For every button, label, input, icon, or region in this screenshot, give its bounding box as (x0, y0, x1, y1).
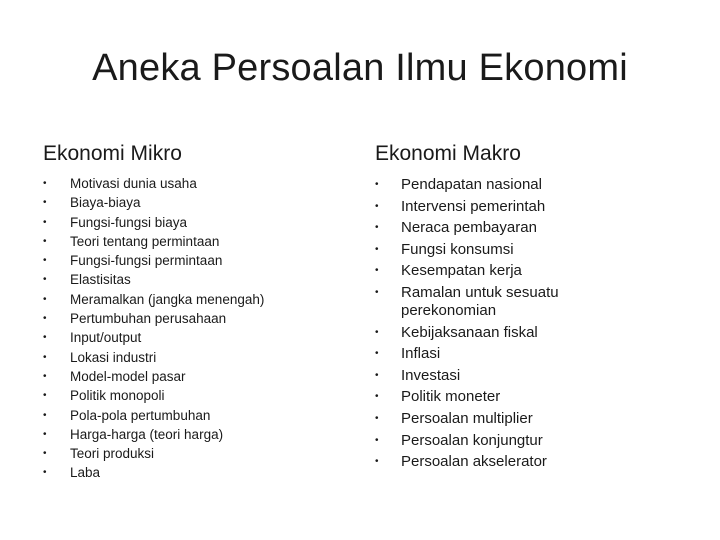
list-item-text: Inflasi (401, 345, 441, 363)
macro-column (375, 140, 695, 473)
list-item-text: Motivasi dunia usaha (70, 176, 197, 191)
list-item-text: Model-model pasar (70, 368, 186, 384)
bullet-icon: • (375, 286, 379, 298)
list-item (375, 386, 695, 408)
bullet-icon: • (43, 313, 47, 325)
list-item-text: Politik monopoli (70, 388, 165, 404)
list-item (43, 463, 343, 482)
bullet-icon: • (43, 467, 47, 479)
list-item (43, 270, 343, 289)
bullet-icon: • (43, 428, 47, 440)
bullet-icon: • (43, 370, 47, 382)
bullet-icon: • (43, 351, 47, 363)
list-item (43, 232, 343, 251)
list-item-text: Laba (70, 465, 101, 481)
list-item (43, 386, 343, 405)
list-item-text: Kesempatan kerja (401, 262, 522, 280)
bullet-icon: • (43, 178, 47, 189)
bullet-icon: • (43, 293, 47, 305)
list-item (43, 290, 343, 309)
list-item-text: Intervensi pemerintah (401, 197, 546, 215)
list-item-text: Pertumbuhan perusahaan (70, 311, 227, 327)
list-item (375, 196, 695, 218)
list-item (43, 328, 343, 347)
bullet-icon: • (375, 391, 379, 403)
list-item (375, 260, 695, 282)
list-item (375, 430, 695, 452)
bullet-icon: • (43, 197, 47, 209)
list-item-text: Ramalan untuk sesuatu perekonomian (401, 283, 559, 319)
list-item-text: Fungsi konsumsi (401, 240, 514, 258)
list-item-text: Teori produksi (70, 446, 155, 462)
list-item-text: Input/output (70, 330, 142, 346)
bullet-icon: • (375, 243, 379, 255)
bullet-icon: • (375, 456, 379, 468)
list-item (43, 444, 343, 463)
slide-title: Aneka Persoalan Ilmu Ekonomi (92, 47, 628, 89)
bullet-icon: • (375, 200, 379, 212)
list-item (375, 343, 695, 365)
list-item (43, 251, 343, 270)
micro-heading: Ekonomi Mikro (43, 142, 182, 165)
bullet-icon: • (43, 255, 47, 267)
list-item (375, 365, 695, 387)
list-item-text: Harga-harga (teori harga) (70, 426, 224, 442)
list-item (43, 348, 343, 367)
list-item-text: Investasi (401, 366, 461, 384)
bullet-icon: • (375, 348, 379, 360)
macro-heading: Ekonomi Makro (375, 142, 521, 165)
macro-list (375, 174, 695, 473)
list-item (375, 282, 695, 322)
list-item (43, 406, 343, 425)
micro-list (43, 174, 343, 483)
bullet-icon: • (375, 222, 379, 234)
list-item (43, 193, 343, 212)
bullet-icon: • (43, 390, 47, 402)
list-item-text: Politik moneter (401, 388, 501, 406)
bullet-icon: • (375, 326, 379, 338)
list-item-text: Pendapatan nasional (401, 176, 542, 193)
bullet-icon: • (43, 274, 47, 286)
bullet-icon: • (375, 265, 379, 277)
list-item (375, 451, 695, 473)
list-item-text: Persoalan konjungtur (401, 431, 543, 449)
bullet-icon: • (43, 448, 47, 460)
list-item (43, 174, 343, 193)
list-item-text: Neraca pembayaran (401, 219, 537, 237)
bullet-icon: • (375, 434, 379, 446)
list-item-text: Persoalan akselerator (401, 453, 547, 471)
list-item-text: Biaya-biaya (70, 195, 141, 211)
list-item-text: Elastisitas (70, 272, 131, 288)
bullet-icon: • (375, 179, 379, 190)
list-item (375, 174, 695, 196)
bullet-icon: • (43, 332, 47, 344)
list-item (375, 408, 695, 430)
bullet-icon: • (43, 216, 47, 228)
list-item (43, 367, 343, 386)
list-item (375, 217, 695, 239)
list-item-text: Persoalan multiplier (401, 409, 533, 427)
bullet-icon: • (43, 409, 47, 421)
list-item-text: Fungsi-fungsi biaya (70, 214, 188, 230)
list-item-text: Kebijaksanaan fiskal (401, 323, 538, 341)
list-item (375, 322, 695, 344)
bullet-icon: • (375, 412, 379, 424)
list-item-text: Fungsi-fungsi permintaan (70, 253, 223, 269)
list-item (43, 425, 343, 444)
bullet-icon: • (43, 235, 47, 247)
bullet-icon: • (375, 369, 379, 381)
micro-column (43, 140, 343, 483)
list-item-text: Meramalkan (jangka menengah) (70, 291, 265, 307)
list-item (43, 309, 343, 328)
list-item-text: Lokasi industri (70, 349, 157, 365)
list-item (375, 239, 695, 261)
list-item (43, 213, 343, 232)
list-item-text: Teori tentang permintaan (70, 233, 220, 249)
list-item-text: Pola-pola pertumbuhan (70, 407, 211, 423)
